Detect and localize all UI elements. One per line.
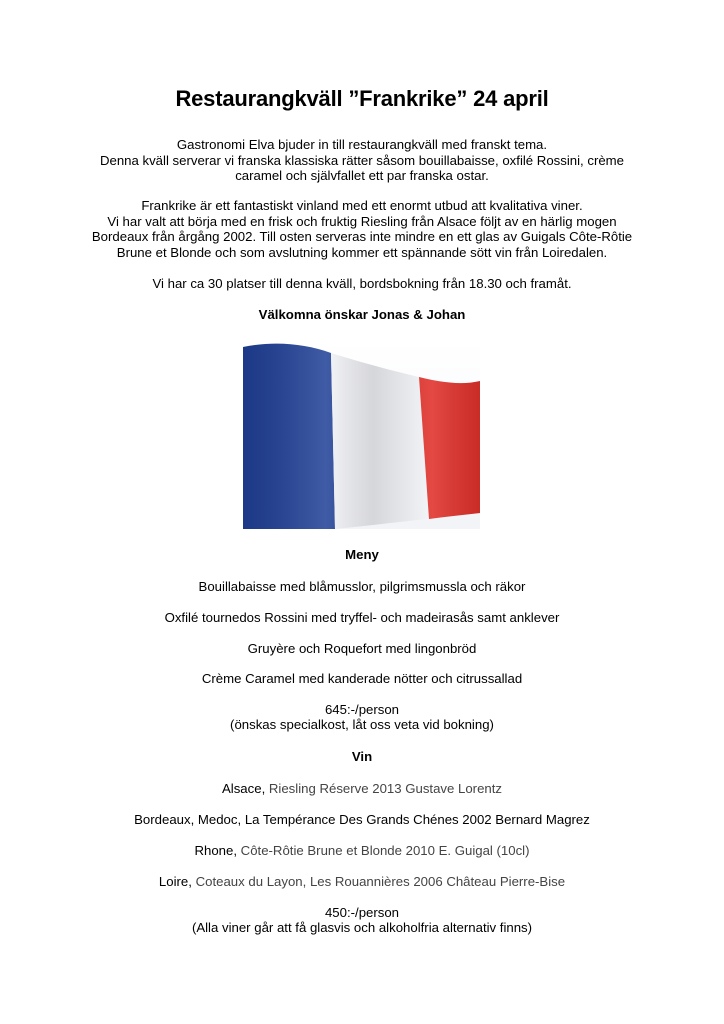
wine-item — [0, 843, 724, 859]
menu-item: Gruyère och Roquefort med lingonbröd — [247, 641, 477, 656]
intro-line: Gastronomi Elva bjuder in till restaurangkväll med franskt tema. — [176, 137, 548, 152]
menu-note: (önskas specialkost, låt oss veta vid bokning) — [230, 717, 494, 732]
menu-item: Bouillabaisse med blåmusslor, pilgrimsmussla och räkor — [198, 579, 526, 594]
wine-price: 450:-/person — [324, 905, 400, 920]
seats-info: Vi har ca 30 platser till denna kväll, bordsbokning från 18.30 och framåt. — [152, 276, 572, 291]
wine-intro-line: Frankrike är ett fantastiskt vinland med ett enormt utbud att kvalitativa viner. — [141, 198, 583, 213]
wine-item — [0, 812, 724, 828]
wine-intro-line: Bordeaux från årgång 2002. Till osten serveras inte mindre en ett glas av Guigals Côte-Rôtie — [91, 229, 633, 245]
wine-heading: Vin — [351, 749, 373, 764]
wine-item — [0, 781, 724, 797]
menu-item: Crème Caramel med kanderade nötter och citrussallad — [201, 671, 523, 686]
wine-name: La Tempérance Des Grands Chénes 2002 Bernard Magrez — [241, 812, 590, 827]
wine-note: (Alla viner går att få glasvis och alkoholfria alternativ finns) — [191, 920, 533, 935]
menu-price: 645:-/person — [324, 702, 400, 717]
menu-heading: Meny — [345, 547, 379, 562]
wine-name: Coteaux du Layon, Les Rouannières 2006 Château Pierre-Bise — [191, 874, 566, 889]
menu-item: Oxfilé tournedos Rossini med tryffel- och madeirasås samt anklever — [164, 610, 560, 625]
intro-line: caramel och självfallet ett par franska ostar. — [235, 168, 489, 184]
french-flag-icon — [243, 341, 480, 529]
wine-region: Rhone, — [194, 843, 238, 858]
wine-region: Alsace, — [221, 781, 266, 796]
wine-item — [0, 874, 724, 890]
intro-line: Denna kväll serverar vi franska klassiska rätter såsom bouillabaisse, oxfilé Rossini, crème — [99, 152, 625, 168]
wine-name: Côte-Rôtie Brune et Blonde 2010 E. Guigal (10cl) — [237, 843, 530, 858]
wine-intro-paragraph — [0, 198, 724, 260]
wine-region: Loire, — [158, 874, 192, 889]
welcome-signature: Välkomna önskar Jonas & Johan — [258, 307, 466, 322]
page-title: Restaurangkväll ”Frankrike” 24 april — [175, 86, 549, 111]
intro-paragraph — [0, 137, 724, 184]
wine-intro-line: Brune et Blonde och som avslutning kommer ett spännande sött vin från Loiredalen. — [116, 244, 608, 260]
french-flag-image — [243, 341, 480, 529]
wine-name: Riesling Réserve 2013 Gustave Lorentz — [265, 781, 503, 796]
wine-region: Bordeaux, Medoc, — [134, 812, 242, 827]
wine-intro-line: Vi har valt att börja med en frisk och fruktig Riesling från Alsace följt av en härlig mogen — [107, 213, 617, 229]
